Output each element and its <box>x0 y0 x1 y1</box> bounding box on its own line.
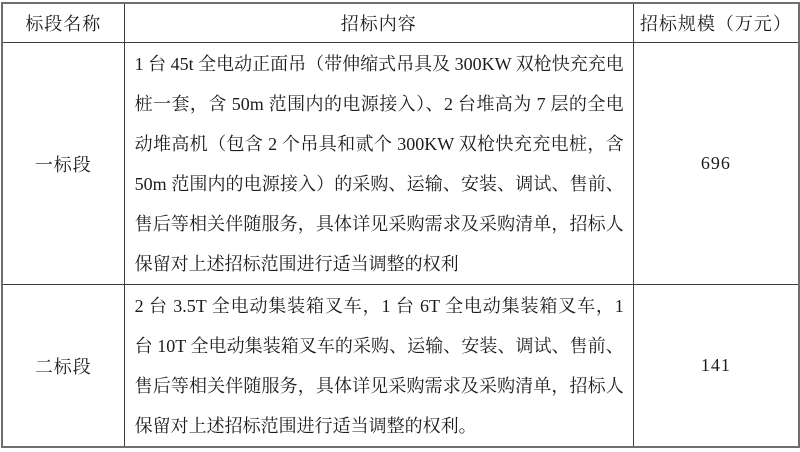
content-line: 台 10T 全电动集装箱叉车的采购、运输、安装、调试、售前、 <box>134 336 624 356</box>
content-line: 售后等相关伴随服务，具体详见采购需求及采购清单，招标人 <box>134 214 624 234</box>
header-cell-bidding-scale: 招标规模（万元） <box>633 3 799 43</box>
content-line: 动堆高机（包含 2 个吊具和贰个 300KW 双枪快充充电桩，含 <box>134 134 624 154</box>
content-line: 50m 范围内的电源接入）的采购、运输、安装、调试、售前、 <box>134 174 624 194</box>
header-cell-section-name: 标段名称 <box>2 3 124 43</box>
section-label: 一标段 <box>2 43 124 285</box>
header-row <box>2 3 799 43</box>
table-row <box>2 43 799 285</box>
content-cell <box>124 285 633 448</box>
scale-value: 696 <box>633 43 799 285</box>
content-line: 1 台 45t 全电动正面吊（带伸缩式吊具及 300KW 双枪快充充电 <box>134 54 624 74</box>
table-body <box>2 43 799 448</box>
table-header-row <box>2 3 799 43</box>
content-line: 2 台 3.5T 全电动集装箱叉车，1 台 6T 全电动集装箱叉车，1 <box>134 296 624 316</box>
table-row <box>2 285 799 448</box>
content-line: 保留对上述招标范围进行适当调整的权利。 <box>134 416 477 436</box>
scale-value: 141 <box>633 285 799 448</box>
bidding-sections-table <box>1 2 800 448</box>
content-line: 保留对上述招标范围进行适当调整的权利 <box>134 254 459 274</box>
content-line: 售后等相关伴随服务，具体详见采购需求及采购清单，招标人 <box>134 376 624 396</box>
header-cell-bidding-content: 招标内容 <box>124 3 633 43</box>
content-line: 桩一套，含 50m 范围内的电源接入）、2 台堆高为 7 层的全电 <box>134 94 624 114</box>
section-label: 二标段 <box>2 285 124 448</box>
content-cell <box>124 43 633 285</box>
